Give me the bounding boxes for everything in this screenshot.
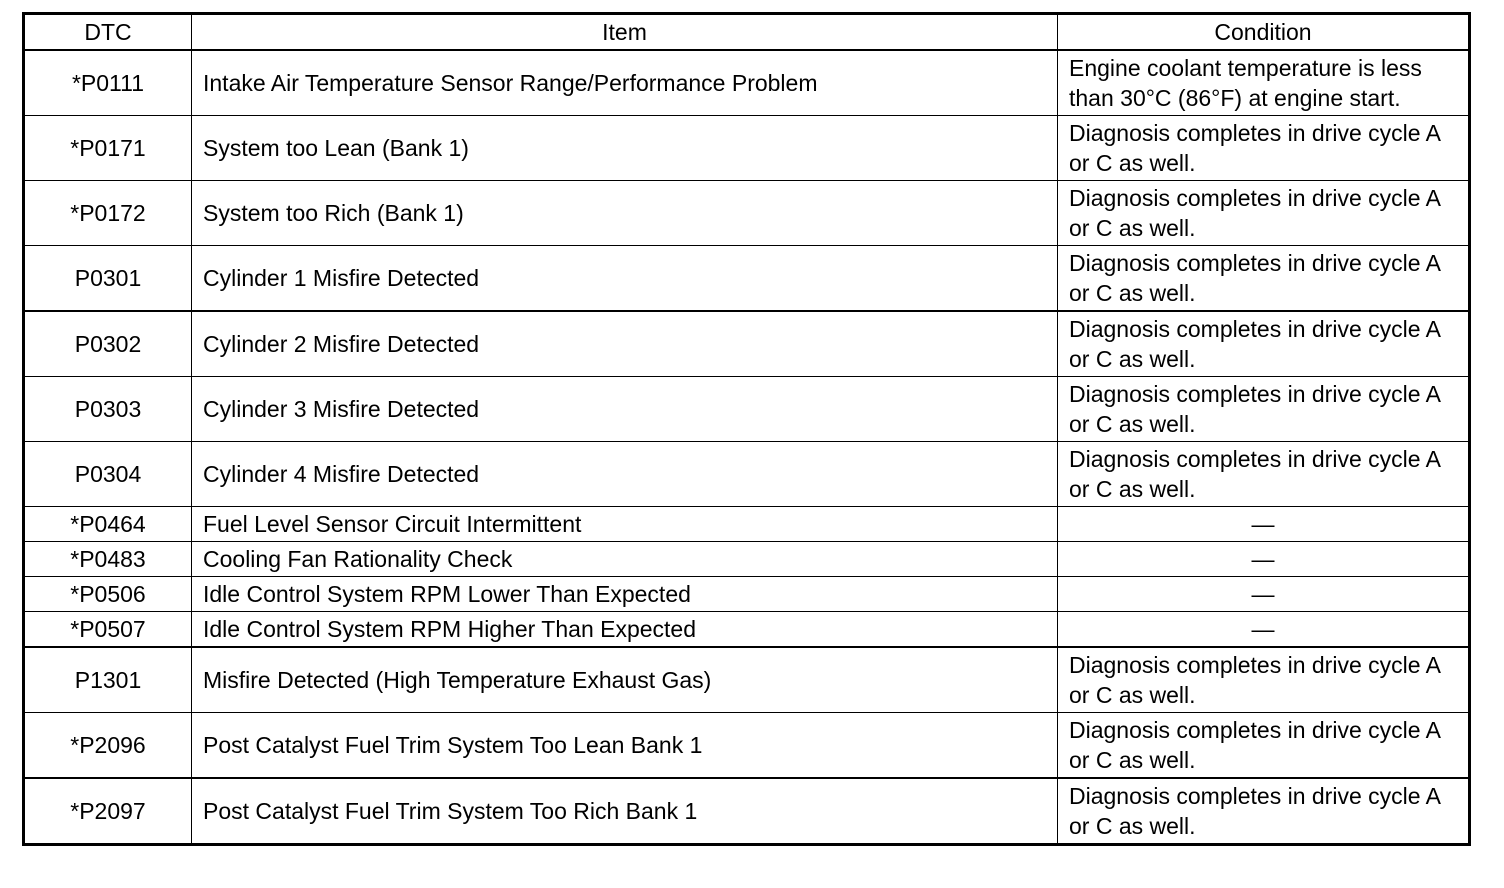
table-row (24, 442, 1470, 507)
dtc-item: Cylinder 1 Misfire Detected (192, 246, 1058, 312)
table-row (24, 542, 1470, 577)
dtc-item: Intake Air Temperature Sensor Range/Performance Problem (192, 50, 1058, 116)
table-row (24, 311, 1470, 377)
dtc-item: Cylinder 3 Misfire Detected (192, 377, 1058, 442)
table-row (24, 612, 1470, 648)
table-row (24, 181, 1470, 246)
header-item: Item (192, 14, 1058, 51)
dtc-code: *P2096 (24, 713, 192, 779)
dtc-code: *P2097 (24, 778, 192, 845)
dtc-item: System too Rich (Bank 1) (192, 181, 1058, 246)
dtc-condition: — (1058, 542, 1470, 577)
dtc-code: P0303 (24, 377, 192, 442)
table-row (24, 377, 1470, 442)
table-row (24, 50, 1470, 116)
dtc-code: P1301 (24, 647, 192, 713)
dtc-condition: Diagnosis completes in drive cycle A or C as well. (1058, 246, 1470, 312)
dtc-condition: Diagnosis completes in drive cycle A or C as well. (1058, 181, 1470, 246)
dtc-item: Post Catalyst Fuel Trim System Too Lean Bank 1 (192, 713, 1058, 779)
dtc-item: Idle Control System RPM Lower Than Expected (192, 577, 1058, 612)
dtc-item: Fuel Level Sensor Circuit Intermittent (192, 507, 1058, 542)
dtc-code: *P0172 (24, 181, 192, 246)
dtc-table (22, 12, 1471, 846)
dtc-item: Cylinder 4 Misfire Detected (192, 442, 1058, 507)
dtc-item: Cylinder 2 Misfire Detected (192, 311, 1058, 377)
dtc-item: Cooling Fan Rationality Check (192, 542, 1058, 577)
dtc-condition: Diagnosis completes in drive cycle A or C as well. (1058, 116, 1470, 181)
dtc-condition: Diagnosis completes in drive cycle A or C as well. (1058, 377, 1470, 442)
dtc-code: *P0464 (24, 507, 192, 542)
table-row (24, 246, 1470, 312)
table-row (24, 713, 1470, 779)
dtc-item: Post Catalyst Fuel Trim System Too Rich Bank 1 (192, 778, 1058, 845)
dtc-condition: Engine coolant temperature is less than 30°C (86°F) at engine start. (1058, 50, 1470, 116)
dtc-code: P0304 (24, 442, 192, 507)
dtc-condition: — (1058, 612, 1470, 648)
dtc-code: *P0483 (24, 542, 192, 577)
dtc-item: Idle Control System RPM Higher Than Expected (192, 612, 1058, 648)
dtc-code: *P0171 (24, 116, 192, 181)
table-row (24, 577, 1470, 612)
header-condition: Condition (1058, 14, 1470, 51)
dtc-item: Misfire Detected (High Temperature Exhaust Gas) (192, 647, 1058, 713)
dtc-condition: Diagnosis completes in drive cycle A or C as well. (1058, 778, 1470, 845)
dtc-condition: Diagnosis completes in drive cycle A or C as well. (1058, 713, 1470, 779)
table-row (24, 507, 1470, 542)
dtc-code: *P0507 (24, 612, 192, 648)
dtc-item: System too Lean (Bank 1) (192, 116, 1058, 181)
dtc-code: P0301 (24, 246, 192, 312)
table-row (24, 778, 1470, 845)
dtc-code: P0302 (24, 311, 192, 377)
dtc-condition: Diagnosis completes in drive cycle A or C as well. (1058, 311, 1470, 377)
table-row (24, 116, 1470, 181)
dtc-condition: — (1058, 577, 1470, 612)
table-header-row (24, 14, 1470, 51)
header-dtc: DTC (24, 14, 192, 51)
table-row (24, 647, 1470, 713)
dtc-condition: Diagnosis completes in drive cycle A or C as well. (1058, 647, 1470, 713)
dtc-code: *P0506 (24, 577, 192, 612)
dtc-condition: Diagnosis completes in drive cycle A or C as well. (1058, 442, 1470, 507)
dtc-code: *P0111 (24, 50, 192, 116)
dtc-condition: — (1058, 507, 1470, 542)
